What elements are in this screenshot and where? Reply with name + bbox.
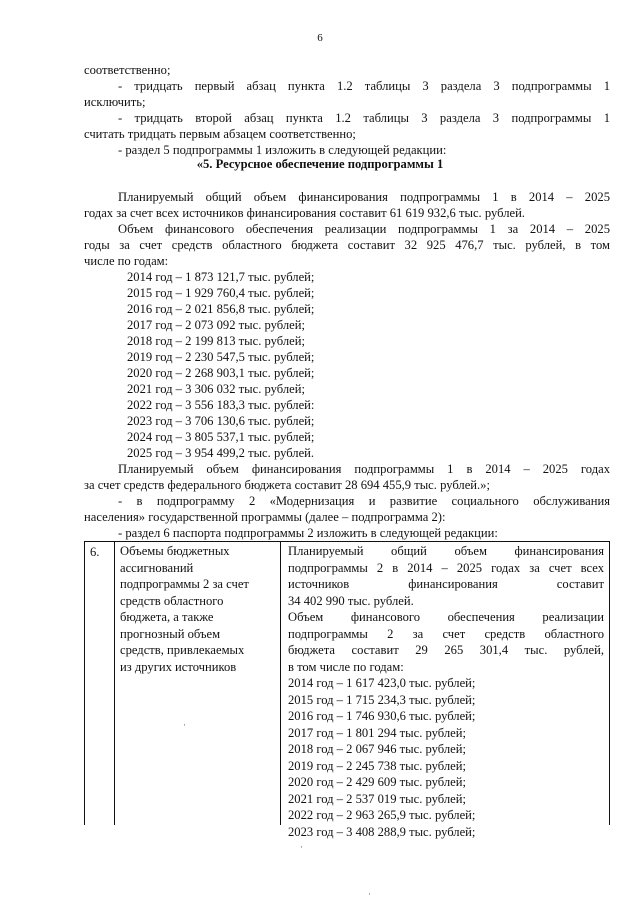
passport-table	[84, 541, 610, 839]
paragraph-line: населения» государственной программы (далее – подпрограмма 2):	[84, 510, 446, 524]
paragraph-line: числе по годам:	[84, 254, 169, 268]
year-item: 2022 год – 3 556 183,3 тыс. рублей:	[127, 398, 315, 412]
scan-dot: ·	[300, 842, 303, 852]
year-item: 2021 год – 2 537 019 тыс. рублей;	[288, 791, 466, 806]
year-item: 2023 год – 3 706 130,6 тыс. рублей;	[127, 414, 315, 428]
year-item: 2017 год – 2 073 092 тыс. рублей;	[127, 318, 305, 332]
year-item: 2025 год – 3 954 499,2 тыс. рублей.	[127, 446, 315, 460]
year-item: 2024 год – 3 805 537,1 тыс. рублей;	[127, 430, 315, 444]
year-item: 2023 год – 3 408 288,9 тыс. рублей;	[288, 824, 476, 839]
page-number: 6	[317, 32, 323, 44]
paragraph-line: годах за счет всех источников финансирования составит 61 619 932,6 тыс. рублей.	[84, 206, 525, 220]
paragraph-line: Планируемый общий объем финансирования подпрограммы 1 в 2014 – 2025	[118, 190, 610, 204]
year-item: 2015 год – 1 715 234,3 тыс. рублей;	[288, 692, 476, 707]
scan-dot: ·	[183, 720, 186, 730]
year-item: 2021 год – 3 306 032 тыс. рублей;	[127, 382, 305, 396]
year-item: 2020 год – 2 268 903,1 тыс. рублей;	[127, 366, 315, 380]
paragraph-line: годы за счет средств областного бюджета составит 32 925 476,7 тыс. рублей, в том	[84, 238, 610, 252]
year-item: 2016 год – 1 746 930,6 тыс. рублей;	[288, 709, 476, 723]
scan-dot: ·	[368, 889, 371, 899]
table-border-left	[84, 541, 85, 825]
year-item: 2018 год – 2 199 813 тыс. рублей;	[127, 334, 305, 348]
year-item: 2018 год – 2 067 946 тыс. рублей;	[288, 742, 466, 756]
cell-line: из других источников	[120, 659, 237, 674]
year-item: 2017 год – 1 801 294 тыс. рублей;	[288, 725, 466, 740]
text-line: - раздел 5 подпрограммы 1 изложить в следующей редакции:	[118, 143, 447, 157]
table-border-col2	[280, 541, 281, 825]
table-right-cell	[288, 543, 604, 840]
year-item: 2019 год – 2 230 547,5 тыс. рублей;	[127, 350, 315, 364]
paragraph-line: Планируемый объем финансирования подпрограммы 1 в 2014 – 2025 годах	[118, 462, 610, 476]
cell-line: в том числе по годам:	[288, 659, 404, 674]
text-line: считать тридцать первым абзацем соответственно;	[84, 127, 356, 141]
cell-line: подпрограммы 2 в 2014 – 2025 годах за счет всех	[288, 560, 604, 575]
cell-line: бюджета, а также	[120, 610, 214, 624]
cell-line: Планируемый общий объем финансирования	[288, 544, 604, 558]
year-item: 2015 год – 1 929 760,4 тыс. рублей;	[127, 286, 315, 300]
cell-line: подпрограммы 2 за счет средств областного	[288, 626, 604, 641]
table-border-col1	[114, 541, 115, 825]
paragraph-line: - раздел 6 паспорта подпрограммы 2 изложить в следующей редакции:	[118, 526, 498, 540]
year-item: 2016 год – 2 021 856,8 тыс. рублей;	[127, 302, 315, 316]
paragraph-line: за счет средств федерального бюджета составит 28 694 455,9 тыс. рублей.»;	[84, 478, 490, 492]
table-row-number: 6.	[90, 545, 100, 559]
text-line: исключить;	[84, 95, 146, 109]
year-item: 2019 год – 2 245 738 тыс. рублей;	[288, 758, 466, 773]
paragraph-line: - в подпрограмму 2 «Модернизация и развитие социального обслуживания	[118, 494, 610, 508]
cell-line: Объем финансового обеспечения реализации	[288, 610, 604, 624]
table-top-border	[84, 541, 610, 542]
text-line: соответственно;	[84, 63, 171, 77]
year-item: 2022 год – 2 963 265,9 тыс. рублей;	[288, 808, 476, 822]
cell-line: 34 402 990 тыс. рублей.	[288, 593, 414, 608]
cell-line: средств областного	[120, 593, 224, 608]
year-item: 2020 год – 2 429 609 тыс. рублей;	[288, 775, 466, 789]
cell-line: Объемы бюджетных	[120, 544, 230, 558]
cell-line: средств, привлекаемых	[120, 643, 245, 657]
cell-line: подпрограммы 2 за счет	[120, 577, 249, 591]
cell-line: источников финансирования составит	[288, 577, 604, 591]
cell-line: ассигнований	[120, 560, 194, 575]
cell-line: бюджета составит 29 265 301,4 тыс. рублей,	[288, 643, 604, 657]
table-border-right	[609, 541, 610, 825]
year-item: 2014 год – 1 617 423,0 тыс. рублей;	[288, 676, 476, 690]
year-item: 2014 год – 1 873 121,7 тыс. рублей;	[127, 270, 315, 284]
text-line: - тридцать второй абзац пункта 1.2 таблицы 3 раздела 3 подпрограммы 1	[118, 111, 610, 125]
text-line: - тридцать первый абзац пункта 1.2 таблицы 3 раздела 3 подпрограммы 1	[118, 79, 610, 93]
cell-line: прогнозный объем	[120, 626, 221, 641]
section-heading: «5. Ресурсное обеспечение подпрограммы 1	[196, 157, 444, 171]
paragraph-line: Объем финансового обеспечения реализации подпрограммы 1 за 2014 – 2025	[118, 222, 610, 236]
table-left-cell	[120, 543, 280, 675]
